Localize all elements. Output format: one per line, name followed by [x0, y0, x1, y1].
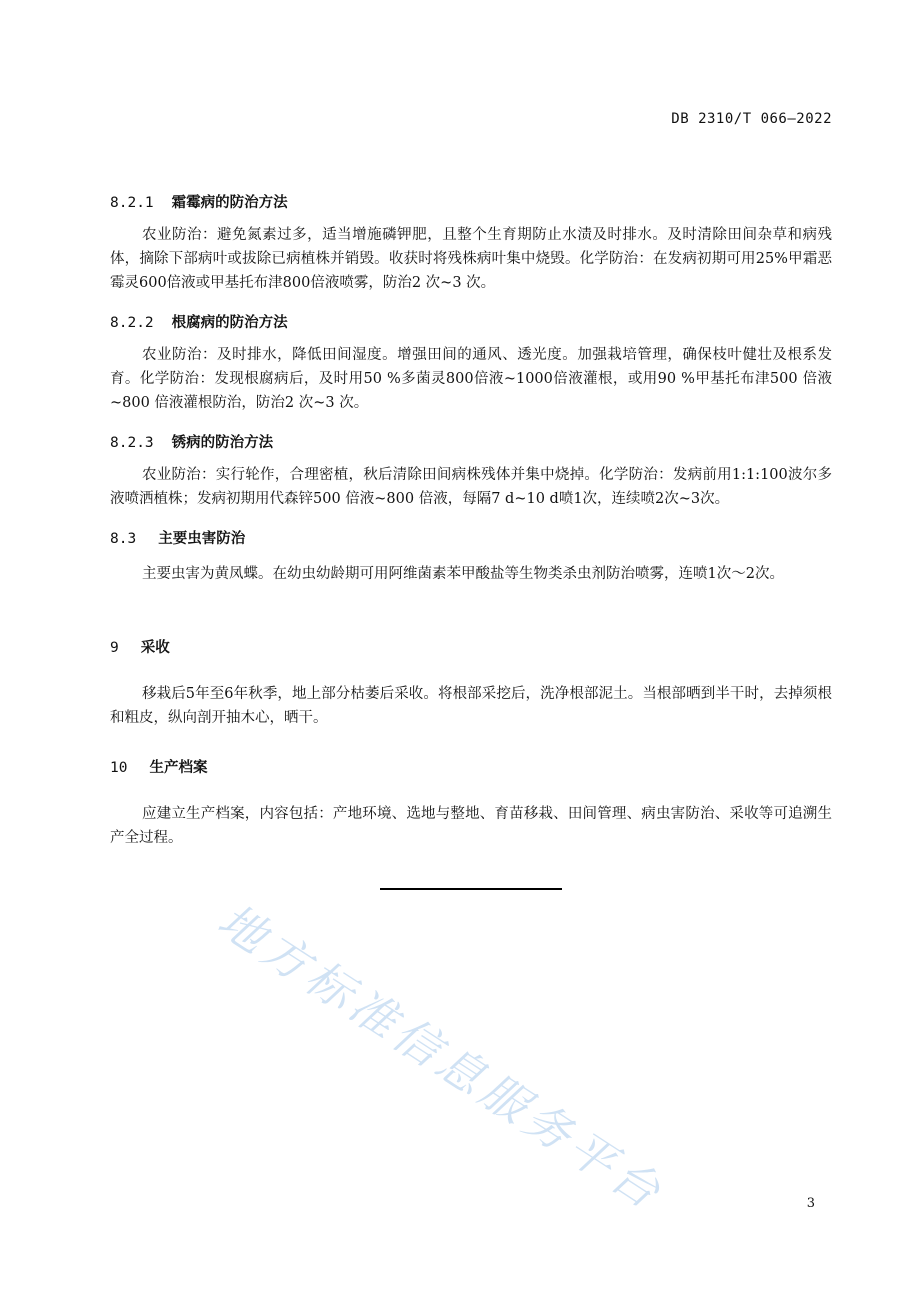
section-title: 根腐病的防治方法: [171, 315, 288, 331]
end-rule: [380, 888, 562, 890]
section-body-8-3: 主要虫害为黄凤蝶。在幼虫幼龄期可用阿维菌素苯甲酸盐等生物类杀虫剂防治喷雾，连喷1次～2次。: [142, 566, 784, 582]
section-heading-8-3: [110, 527, 245, 548]
section-body-8-2-2: 农业防治：及时排水，降低田间湿度。增强田间的通风、透光度。加强栽培管理，确保枝叶健壮及根系发育。化学防治：发现根腐病后，及时用50 %多菌灵800倍液~1000倍液灌根，或用90 %甲基托布津500 倍液~800 倍液灌根防治，防治2 次~3 次。: [110, 347, 832, 411]
section-number: 8.2.3: [110, 435, 154, 451]
section-body-9: 移栽后5年至6年秋季，地上部分枯萎后采收。将根部采挖后，洗净根部泥土。当根部晒到半干时，去掉须根和粗皮，纵向剖开抽木心，晒干。: [110, 686, 832, 726]
section-number: 8.2.1: [110, 195, 154, 211]
section-number: 8.2.2: [110, 315, 154, 331]
page-number: 3: [806, 1196, 815, 1211]
section-number: 10: [110, 760, 128, 776]
section-title: 锈病的防治方法: [171, 435, 274, 451]
section-heading-8-2-2: [110, 311, 288, 332]
section-heading-9: [110, 636, 170, 657]
section-title: 采收: [140, 640, 170, 656]
section-number: 8.3: [110, 531, 137, 547]
section-body-8-2-3: 农业防治：实行轮作，合理密植，秋后清除田间病株残体并集中烧掉。化学防治：发病前用1:1:100波尔多液喷洒植株；发病初期用代森锌500 倍液~800 倍液，每隔7 d~10 d喷1次，连续喷2次~3次。: [110, 467, 832, 507]
section-body-10: 应建立生产档案，内容包括：产地环境、选地与整地、育苗移栽、田间管理、病虫害防治、采收等可追溯生产全过程。: [110, 806, 832, 846]
section-number: 9: [110, 640, 119, 656]
section-title: 霜霉病的防治方法: [171, 195, 288, 211]
section-title: 主要虫害防治: [158, 531, 246, 547]
watermark: 地方标准信息服务平台: [208, 892, 675, 1222]
section-heading-8-2-3: [110, 431, 273, 452]
section-title: 生产档案: [149, 760, 208, 776]
section-heading-10: [110, 756, 207, 777]
section-heading-8-2-1: [110, 191, 288, 212]
section-body-8-2-1: 农业防治：避免氮素过多，适当增施磷钾肥，且整个生育期防止水渍及时排水。及时清除田间杂草和病残体，摘除下部病叶或拔除已病植株并销毁。收获时将残株病叶集中烧毁。化学防治：在发病初期可用25%甲霜恶霉灵600倍液或甲基托布津800倍液喷雾，防治2 次~3 次。: [110, 227, 832, 291]
document-code: DB 2310/T 066—2022: [671, 111, 832, 127]
